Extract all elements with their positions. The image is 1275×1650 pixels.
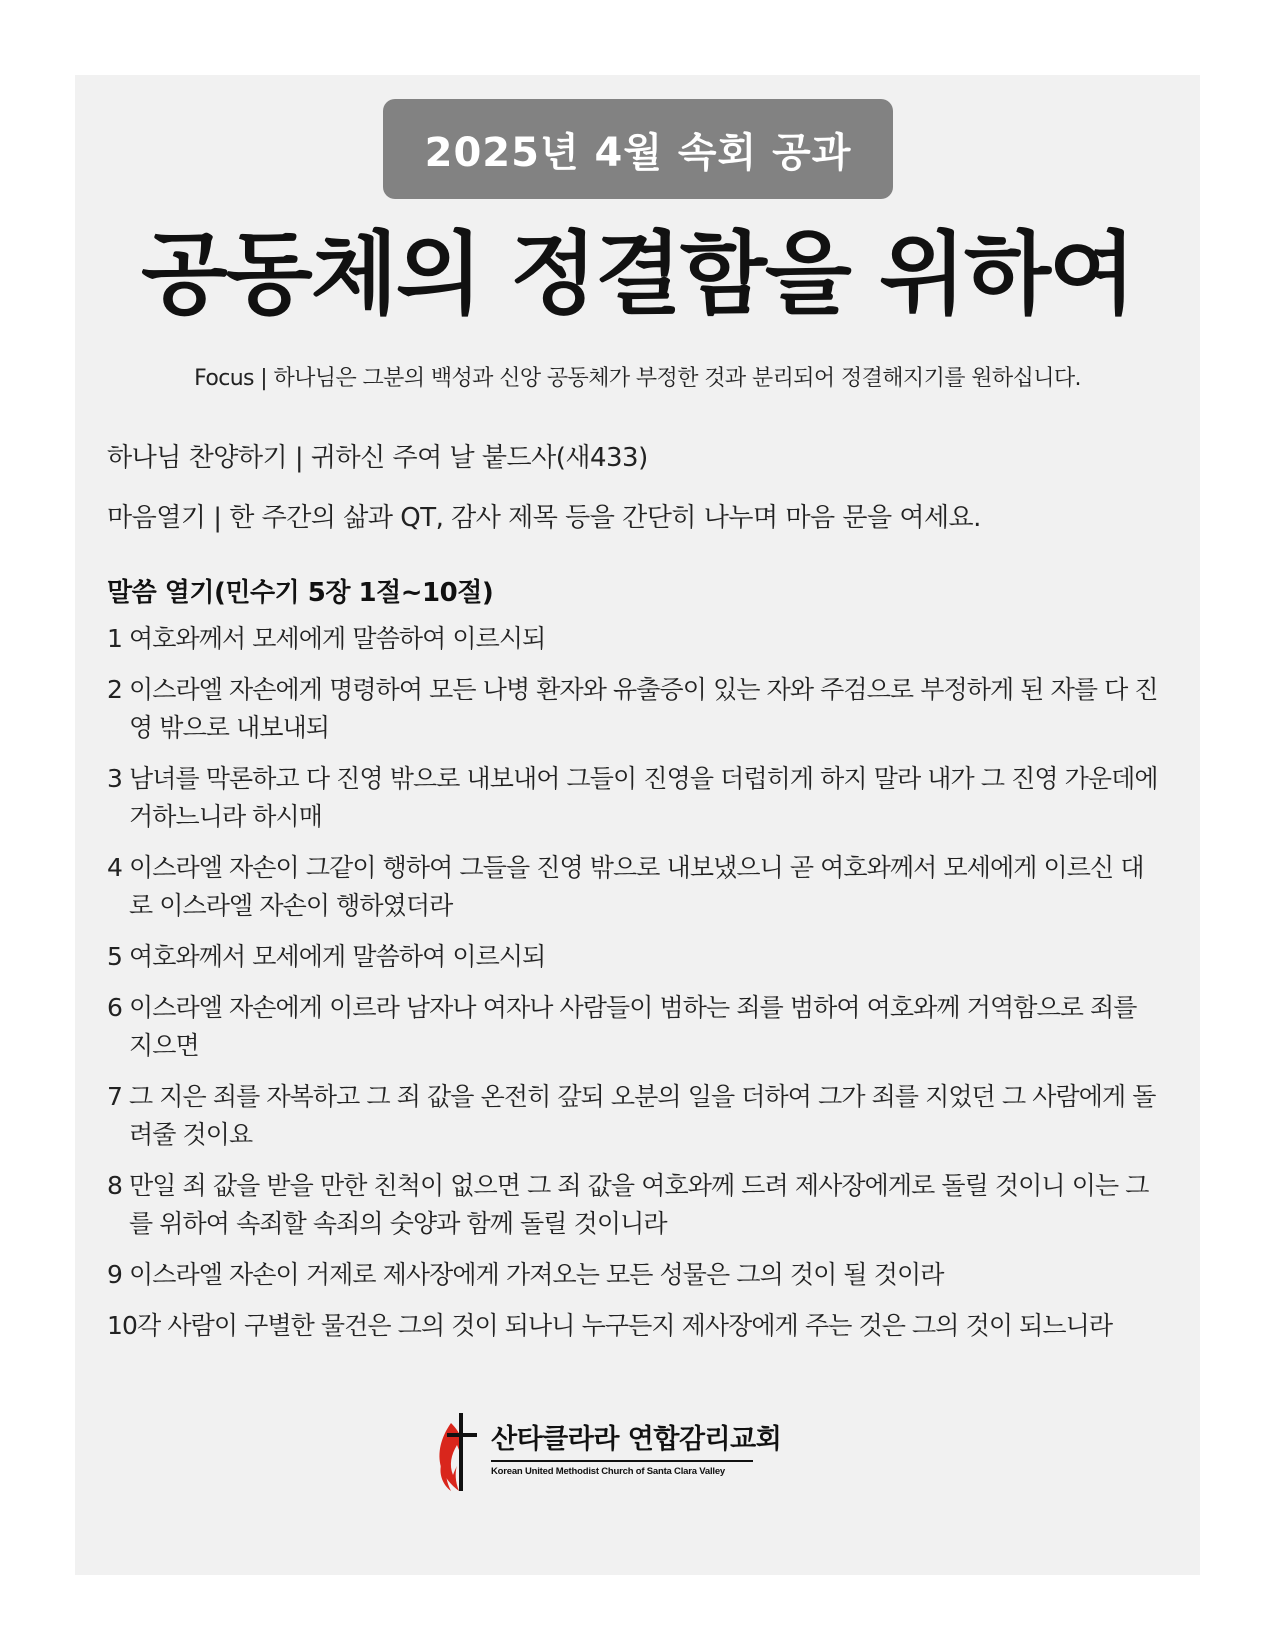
- reading-heading: 말씀 열기(민수기 5장 1절~10절): [107, 578, 494, 608]
- hymn-line: 하나님 찬양하기 | 귀하신 주여 날 붙드사(새433): [107, 443, 648, 473]
- verse-number: 4: [107, 853, 123, 882]
- verse-item: [107, 989, 1162, 1065]
- verse-item: [107, 1167, 1162, 1243]
- verse-item: [107, 620, 1162, 658]
- verse-text: 만일 죄 값을 받을 만한 친척이 없으면 그 죄 값을 여호와께 드려 제사장에게로 돌릴 것이니 이는 그를 위하여 속죄할 속죄의 숫양과 함께 돌릴 것이니라: [129, 1171, 1149, 1238]
- focus-statement: Focus | 하나님은 그분의 백성과 신앙 공동체가 부정한 것과 분리되어 정결해지기를 원하십니다.: [194, 366, 1081, 391]
- opening-line: 마음열기 | 한 주간의 삶과 QT, 감사 제목 등을 간단히 나누며 마음 문을 여세요.: [107, 503, 981, 533]
- verse-item: [107, 671, 1162, 747]
- verse-text: 이스라엘 자손이 그같이 행하여 그들을 진영 밖으로 내보냈으니 곧 여호와께서 모세에게 이르신 대로 이스라엘 자손이 행하였더라: [129, 853, 1144, 920]
- verse-text: 그 지은 죄를 자복하고 그 죄 값을 온전히 갚되 오분의 일을 더하여 그가 죄를 지었던 그 사람에게 돌려줄 것이요: [129, 1082, 1156, 1149]
- month-banner: [383, 99, 893, 199]
- month-banner-label: 2025년 4월 속회 공과: [424, 129, 852, 176]
- verse-list: [107, 620, 1162, 1358]
- verse-text: 각 사람이 구별한 물건은 그의 것이 되나니 누구든지 제사장에게 주는 것은 그의 것이 되느니라: [137, 1311, 1113, 1340]
- verse-item: [107, 1078, 1162, 1154]
- verse-text: 남녀를 막론하고 다 진영 밖으로 내보내어 그들이 진영을 더럽히게 하지 말라 내가 그 진영 가운데에 거하느니라 하시매: [129, 764, 1158, 831]
- page-title: 공동체의 정결함을 위하여: [140, 222, 1134, 327]
- lesson-sheet: [75, 75, 1200, 1575]
- church-name: 산타클라라 연합감리교회: [491, 1424, 782, 1455]
- verse-item: [107, 938, 1162, 976]
- verse-text: 여호와께서 모세에게 말씀하여 이르시되: [129, 624, 546, 653]
- verse-number: 3: [107, 764, 123, 793]
- verse-item: [107, 1256, 1162, 1294]
- verse-number: 5: [107, 942, 123, 971]
- verse-number: 7: [107, 1082, 123, 1111]
- verse-item: [107, 849, 1162, 925]
- verse-number: 1: [107, 624, 123, 653]
- verse-text: 이스라엘 자손이 거제로 제사장에게 가져오는 모든 성물은 그의 것이 될 것이라: [129, 1260, 944, 1289]
- verse-number: 9: [107, 1260, 123, 1289]
- verse-number: 6: [107, 993, 123, 1022]
- verse-number: 8: [107, 1171, 123, 1200]
- verse-text: 여호와께서 모세에게 말씀하여 이르시되: [129, 942, 546, 971]
- verse-number: 2: [107, 675, 123, 704]
- verse-text: 이스라엘 자손에게 명령하여 모든 나병 환자와 유출증이 있는 자와 주검으로 부정하게 된 자를 다 진영 밖으로 내보내되: [129, 675, 1158, 742]
- verse-item: [107, 760, 1162, 836]
- verse-number: 10: [107, 1311, 138, 1340]
- logo-divider: [491, 1460, 753, 1462]
- church-logo: [435, 1405, 782, 1495]
- cross-flame-icon: [435, 1405, 485, 1495]
- verse-text: 이스라엘 자손에게 이르라 남자나 여자나 사람들이 범하는 죄를 범하여 여호와께 거역함으로 죄를 지으면: [129, 993, 1137, 1060]
- verse-item: [107, 1307, 1162, 1345]
- church-english-name: Korean United Methodist Church of Santa Clara Valley: [491, 1466, 726, 1477]
